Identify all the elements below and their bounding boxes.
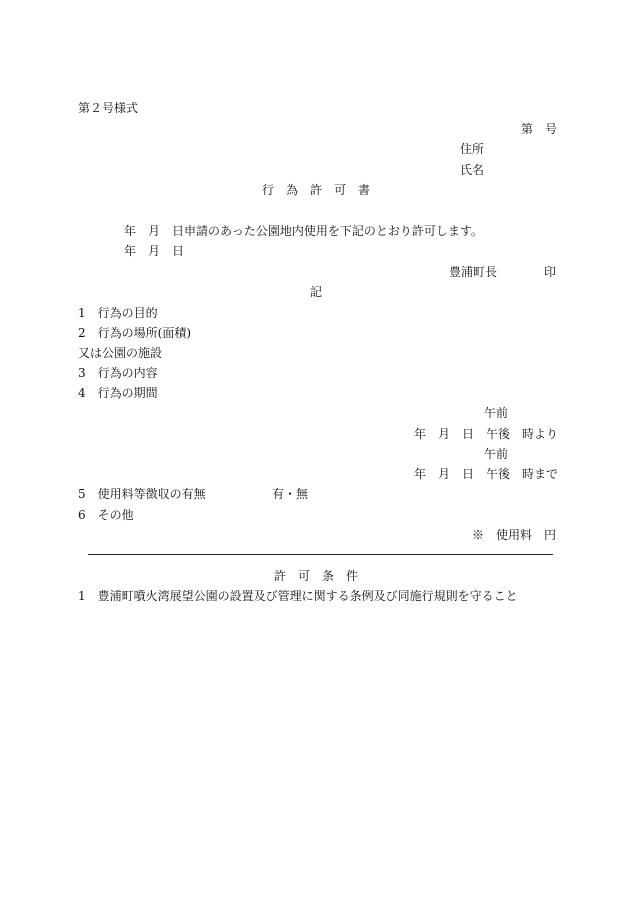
document-title: 行 為 許 可 書: [262, 183, 371, 197]
period-from-line: 年 月 日 午後 時より: [414, 427, 559, 441]
permission-statement: 年 月 日申請のあった公園地内使用を下記のとおり許可します。: [124, 224, 483, 238]
ki-heading: 記: [310, 285, 323, 299]
item-other: 6 その他: [78, 508, 134, 522]
divider-line: [88, 554, 553, 555]
item-location: 2 行為の場所(面積): [78, 326, 191, 340]
issue-date: 年 月 日: [124, 244, 185, 258]
document-number-label: 第 号: [521, 122, 558, 136]
fee-collection-value: 有・無: [272, 487, 309, 501]
period-am-from: 午前: [484, 406, 509, 420]
name-label: 氏名: [460, 163, 485, 177]
address-label: 住所: [460, 142, 485, 156]
item-purpose: 1 行為の目的: [78, 306, 158, 320]
issuer-title: 豊浦町長: [449, 265, 498, 279]
form-number-label: 第２号様式: [78, 101, 139, 115]
conditions-title: 許 可 条 件: [274, 569, 359, 583]
seal-mark: 印: [544, 265, 557, 279]
item-content: 3 行為の内容: [78, 366, 158, 380]
item-fee-collection: 5 使用料等徴収の有無: [78, 487, 206, 501]
item-location-alt: 又は公園の施設: [78, 346, 163, 360]
condition-1: 1 豊浦町噴火湾展望公園の設置及び管理に関する条例及び同施行規則を守ること: [78, 589, 518, 603]
item-period: 4 行為の期間: [78, 386, 158, 400]
period-to-line: 年 月 日 午後 時まで: [414, 467, 559, 481]
period-am-to: 午前: [484, 447, 509, 461]
fee-note: ※ 使用料 円: [472, 528, 557, 542]
